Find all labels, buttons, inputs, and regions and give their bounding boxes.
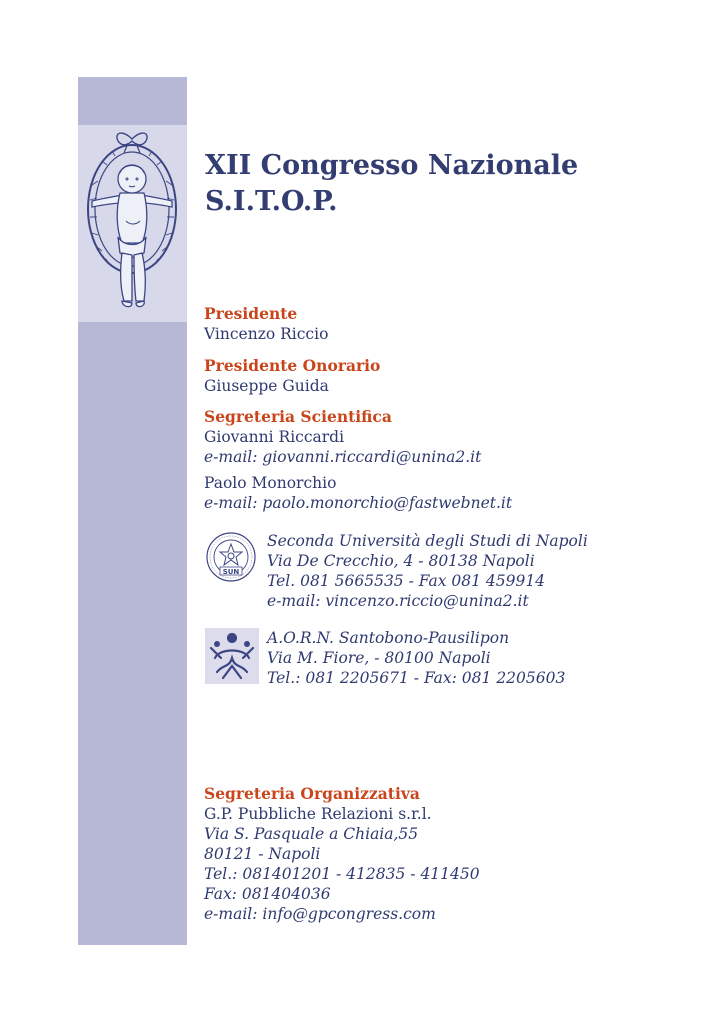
- congress-emblem-panel: [78, 125, 187, 322]
- sun-address-block: [267, 531, 588, 611]
- scientifica-person-2-name: Paolo Monorchio: [204, 474, 337, 492]
- page-title: [205, 148, 578, 220]
- segreteria-scientifica-section: [204, 407, 512, 513]
- organizzativa-city: 80121 - Napoli: [204, 845, 321, 863]
- aorn-name: A.O.R.N. Santobono-Pausilipon: [267, 629, 510, 647]
- presidente-name: Vincenzo Riccio: [204, 325, 329, 343]
- aorn-hospital-logo-icon: [205, 628, 259, 684]
- title-line-2: S.I.T.O.P.: [205, 186, 338, 217]
- title-line-1: XII Congresso Nazionale: [205, 150, 579, 181]
- organizzativa-street: Via S. Pasquale a Chiaia,55: [204, 825, 419, 843]
- sun-address: Via De Crecchio, 4 - 80138 Napoli: [267, 552, 535, 570]
- segreteria-organizzativa-heading: Segreteria Organizzativa: [204, 784, 420, 803]
- putto-medallion-icon: [78, 125, 187, 322]
- sun-name: Seconda Università degli Studi di Napoli: [267, 532, 588, 550]
- segreteria-organizzativa-section: [204, 784, 480, 924]
- segreteria-scientifica-heading: Segreteria Scientifica: [204, 407, 392, 426]
- presidente-heading: Presidente: [204, 304, 298, 323]
- aorn-address-block: [267, 628, 565, 688]
- presidente-onorario-section: [204, 356, 380, 396]
- aorn-phone-fax: Tel.: 081 2205671 - Fax: 081 2205603: [267, 669, 566, 687]
- scientifica-person-1-name: Giovanni Riccardi: [204, 428, 345, 446]
- sun-email[interactable]: e-mail: vincenzo.riccio@unina2.it: [267, 592, 529, 610]
- sun-phone-fax: Tel. 081 5665535 - Fax 081 459914: [267, 572, 546, 590]
- presidente-onorario-heading: Presidente Onorario: [204, 356, 381, 375]
- presidente-section: [204, 304, 328, 344]
- scientifica-person-1-email[interactable]: e-mail: giovanni.riccardi@unina2.it: [204, 448, 482, 466]
- organizzativa-fax: Fax: 081404036: [204, 885, 331, 903]
- organizzativa-email[interactable]: e-mail: info@gpcongress.com: [204, 905, 436, 923]
- presidente-onorario-name: Giuseppe Guida: [204, 377, 329, 395]
- organizzativa-company: G.P. Pubbliche Relazioni s.r.l.: [204, 805, 432, 823]
- scientifica-person-2-email[interactable]: e-mail: paolo.monorchio@fastwebnet.it: [204, 494, 513, 512]
- sun-logo-text: SUN: [222, 568, 240, 576]
- aorn-address: Via M. Fiore, - 80100 Napoli: [267, 649, 491, 667]
- sun-university-seal-icon: [205, 531, 257, 583]
- organizzativa-phone: Tel.: 081401201 - 412835 - 411450: [204, 865, 480, 883]
